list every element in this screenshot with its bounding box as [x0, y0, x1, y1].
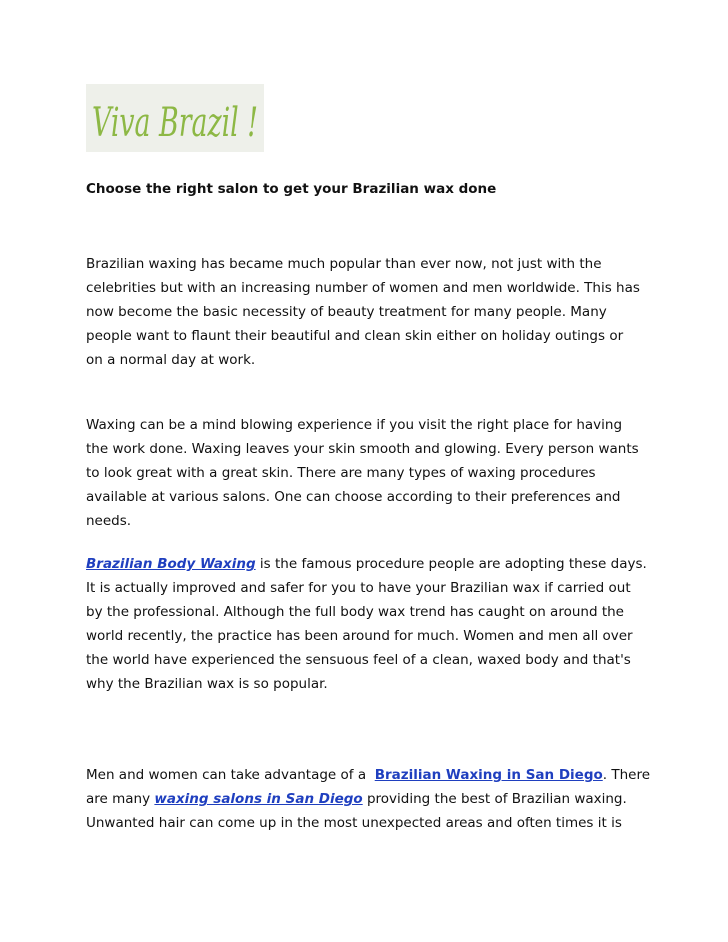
- paragraph-line: Waxing can be a mind blowing experience if you visit the right place for having: [86, 417, 623, 433]
- paragraph-line: to look great with a great skin. There are many types of waxing procedures: [86, 465, 596, 481]
- article-title: Choose the right salon to get your Brazilian wax done: [86, 181, 497, 197]
- paragraph-line: [86, 787, 656, 811]
- paragraph-text: is the famous procedure people are adopting these days.: [255, 556, 647, 572]
- viva-brazil-logo: [86, 84, 264, 152]
- brazilian-waxing-san-diego-link[interactable]: Brazilian Waxing in San Diego: [374, 767, 603, 783]
- paragraph-text: are many: [86, 791, 155, 807]
- paragraph-line: [86, 763, 656, 787]
- paragraph-line: [86, 552, 656, 576]
- paragraph-line: people want to flaunt their beautiful and clean skin either on holiday outings or: [86, 328, 624, 344]
- waxing-salons-san-diego-link[interactable]: waxing salons in San Diego: [154, 791, 363, 807]
- paragraph-line: now become the basic necessity of beauty treatment for many people. Many: [86, 304, 607, 320]
- logo-text: Viva Brazil !: [92, 100, 258, 146]
- paragraph-line: It is actually improved and safer for you to have your Brazilian wax if carried out: [86, 580, 631, 596]
- brazilian-body-waxing-link[interactable]: Brazilian Body Waxing: [86, 556, 256, 572]
- paragraph-2: [86, 413, 656, 533]
- paragraph-1: [86, 252, 656, 372]
- paragraph-text: . There: [602, 767, 651, 783]
- paragraph-line: world recently, the practice has been around for much. Women and men all over: [86, 628, 633, 644]
- paragraph-text: Men and women can take advantage of a: [86, 767, 375, 783]
- paragraph-line: Unwanted hair can come up in the most unexpected areas and often times it is: [86, 815, 622, 831]
- paragraph-line: by the professional. Although the full body wax trend has caught on around the: [86, 604, 624, 620]
- paragraph-4: [86, 763, 656, 835]
- logo-graphic: [86, 84, 264, 152]
- paragraph-line: available at various salons. One can choose according to their preferences and: [86, 489, 621, 505]
- paragraph-3: [86, 552, 656, 696]
- paragraph-line: why the Brazilian wax is so popular.: [86, 676, 328, 692]
- paragraph-line: celebrities but with an increasing number of women and men worldwide. This has: [86, 280, 640, 296]
- paragraph-line: on a normal day at work.: [86, 352, 256, 368]
- paragraph-text: providing the best of Brazilian waxing.: [362, 791, 627, 807]
- paragraph-line: Brazilian waxing has became much popular than ever now, not just with the: [86, 256, 602, 272]
- paragraph-line: needs.: [86, 513, 132, 529]
- paragraph-line: the world have experienced the sensuous feel of a clean, waxed body and that's: [86, 652, 631, 668]
- paragraph-line: the work done. Waxing leaves your skin smooth and glowing. Every person wants: [86, 441, 639, 457]
